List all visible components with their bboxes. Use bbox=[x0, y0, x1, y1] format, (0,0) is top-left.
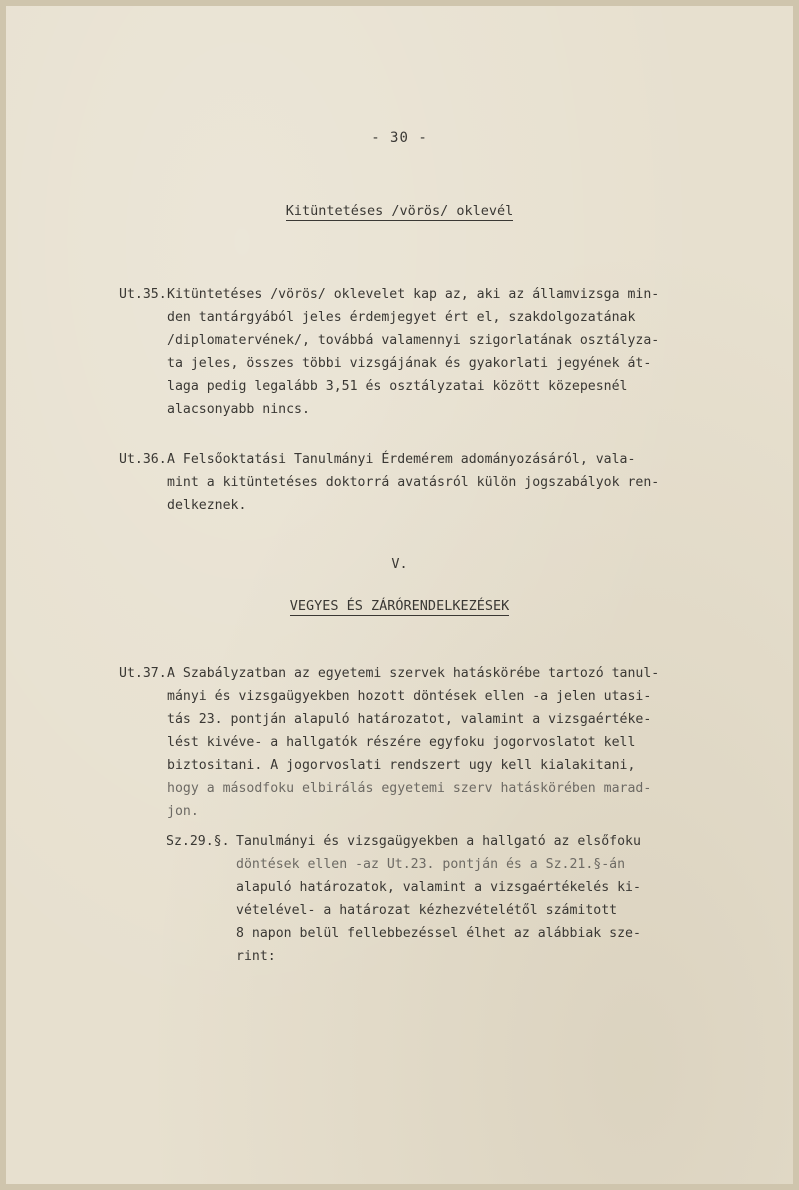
paragraph-line: Kitüntetéses /vörös/ oklevelet kap az, aki az államvizsga min- bbox=[167, 287, 660, 302]
paragraph-line: hogy a másodfoku elbirálás egyetemi szerv hatáskörében marad- bbox=[167, 781, 652, 796]
paragraph-ref: Sz.29.§. bbox=[166, 834, 230, 849]
paragraph-line: ta jeles, összes többi vizsgájának és gyakorlati jegyének át- bbox=[167, 356, 652, 371]
paragraph-line: /diplomatervének/, továbbá valamennyi szigorlatának osztályza- bbox=[167, 333, 660, 348]
paragraph-line: laga pedig legalább 3,51 és osztályzatai között közepesnél bbox=[167, 379, 628, 394]
paragraph-line: A Szabályzatban az egyetemi szervek hatáskörébe tartozó tanul- bbox=[167, 666, 660, 681]
paragraph-line: den tantárgyából jeles érdemjegyet ért el, szakdolgozatának bbox=[167, 310, 636, 325]
paragraph-line: Tanulmányi és vizsgaügyekben a hallgató az elsőfoku bbox=[236, 834, 641, 849]
chapter-heading-text: VEGYES ÉS ZÁRÓRENDELKEZÉSEK bbox=[289, 598, 510, 614]
paragraph-line: rint: bbox=[236, 949, 276, 964]
section-heading-honors-diploma bbox=[6, 203, 793, 219]
paragraph-ref: Ut.37. bbox=[119, 666, 167, 681]
paragraph-line: alacsonyabb nincs. bbox=[167, 402, 310, 417]
paragraph-line: döntések ellen -az Ut.23. pontján és a Sz.21.§-án bbox=[236, 857, 626, 872]
page-number: - 30 - bbox=[371, 130, 428, 146]
paragraph-line: alapuló határozatok, valamint a vizsgaértékelés ki- bbox=[236, 880, 641, 895]
paragraph-line: mányi és vizsgaügyekben hozott döntések ellen -a jelen utasi- bbox=[167, 689, 652, 704]
paragraph-line: mint a kitüntetéses doktorrá avatásról külön jogszabályok ren- bbox=[167, 475, 660, 490]
chapter-number: V. bbox=[391, 556, 408, 572]
paragraph-ref: Ut.36. bbox=[119, 452, 167, 467]
paragraph-line: A Felsőoktatási Tanulmányi Érdemérem adományozásáról, vala- bbox=[167, 452, 636, 467]
paragraph-line: biztositani. A jogorvoslati rendszert ugy kell kialakitani, bbox=[167, 758, 636, 773]
chapter-heading-misc-final bbox=[6, 598, 793, 614]
paragraph-line: delkeznek. bbox=[167, 498, 247, 513]
paragraph-line: tás 23. pontján alapuló határozatot, valamint a vizsgaértéke- bbox=[167, 712, 652, 727]
paragraph-line: 8 napon belül fellebbezéssel élhet az alábbiak sze- bbox=[236, 926, 641, 941]
paragraph-line: jon. bbox=[167, 804, 199, 819]
paragraph-ref: Ut.35. bbox=[119, 287, 167, 302]
section-heading-text: Kitüntetéses /vörös/ oklevél bbox=[285, 203, 514, 219]
paragraph-line: lést kivéve- a hallgatók részére egyfoku jogorvoslatot kell bbox=[167, 735, 636, 750]
paragraph-line: vételével- a határozat kézhezvételétől számitott bbox=[236, 903, 618, 918]
